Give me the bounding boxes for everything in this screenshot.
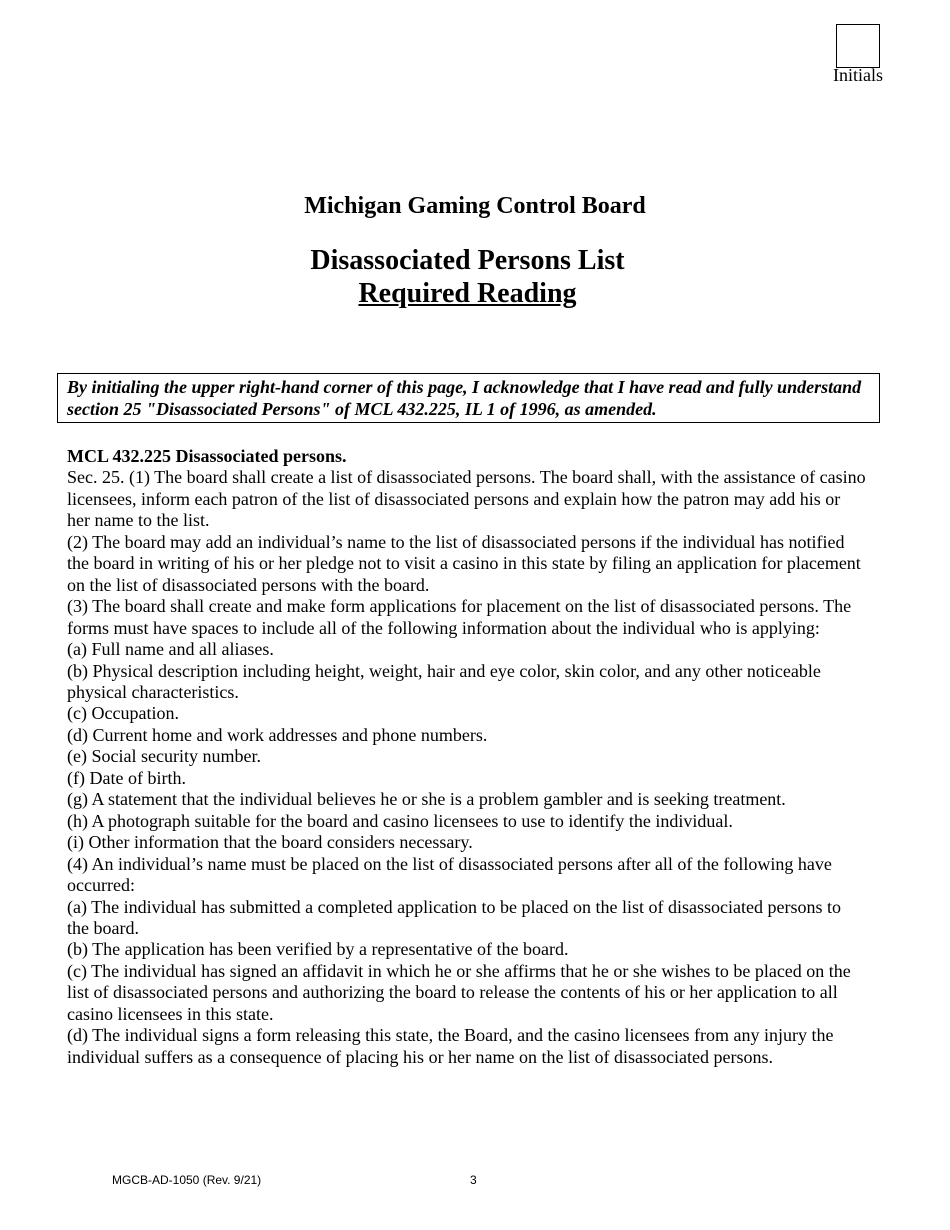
paragraph: (h) A photograph suitable for the board and casino licensees to use to identify the individual. [67, 810, 733, 831]
document-title-block [0, 244, 935, 310]
section-heading: MCL 432.225 Disassociated persons. [67, 446, 347, 466]
statute-text [67, 446, 867, 1068]
paragraph: (f) Date of birth. [67, 767, 186, 788]
initials-label: Initials [833, 65, 883, 85]
paragraph: (b) The application has been verified by a representative of the board. [67, 939, 569, 960]
page-number: 3 [470, 1173, 477, 1187]
paragraph: (c) The individual has signed an affidavit in which he or she affirms that he or she wishes to be placed on the list of disassociated persons and authorizing the board to release the contents of his or her application to all casino licensees in this state. [67, 960, 851, 1024]
initials-box[interactable] [836, 24, 880, 68]
paragraph: (e) Social security number. [67, 746, 261, 767]
paragraph: (g) A statement that the individual believes he or she is a problem gambler and is seeking treatment. [67, 789, 786, 810]
paragraph: (d) Current home and work addresses and phone numbers. [67, 724, 488, 745]
paragraph: Sec. 25. (1) The board shall create a list of disassociated persons. The board shall, with the assistance of casino licensees, inform each patron of the list of disassociated persons and explain how the patron may add his or her name to the list. [67, 467, 866, 531]
paragraph: (b) Physical description including height, weight, hair and eye color, skin color, and any other noticeable physical characteristics. [67, 660, 821, 702]
paragraph: (i) Other information that the board considers necessary. [67, 832, 473, 853]
paragraph: (c) Occupation. [67, 703, 179, 724]
paragraph: (4) An individual’s name must be placed on the list of disassociated persons after all of the following have occurred: [67, 853, 832, 896]
paragraph: (2) The board may add an individual’s name to the list of disassociated persons if the individual has notified the board in writing of his or her pledge not to visit a casino in this state by filing an application for placement on the list of disassociated persons with the board. [67, 531, 861, 595]
form-number: MGCB-AD-1050 (Rev. 9/21) [112, 1173, 262, 1187]
paragraph: (3) The board shall create and make form applications for placement on the list of disassociated persons. The forms must have spaces to include all of the following information about the individual who is applying: [67, 596, 852, 638]
paragraph: (a) The individual has submitted a completed application to be placed on the list of disassociated persons to the board. [67, 896, 841, 938]
initials-field [830, 24, 886, 84]
acknowledgement-box: By initialing the upper right-hand corner of this page, I acknowledge that I have read and fully understand section 25 "Disassociated Persons" of MCL 432.225, IL 1 of 1996, as amended. [57, 373, 880, 423]
paragraph: (a) Full name and all aliases. [67, 639, 274, 660]
document-title: Disassociated Persons List [310, 245, 625, 276]
document-subtitle: Required Reading [358, 278, 577, 309]
organization-title: Michigan Gaming Control Board [304, 193, 646, 219]
paragraph: (d) The individual signs a form releasing this state, the Board, and the casino licensees from any injury the individual suffers as a consequence of placing his or her name on the list of disassociated persons. [67, 1025, 834, 1067]
